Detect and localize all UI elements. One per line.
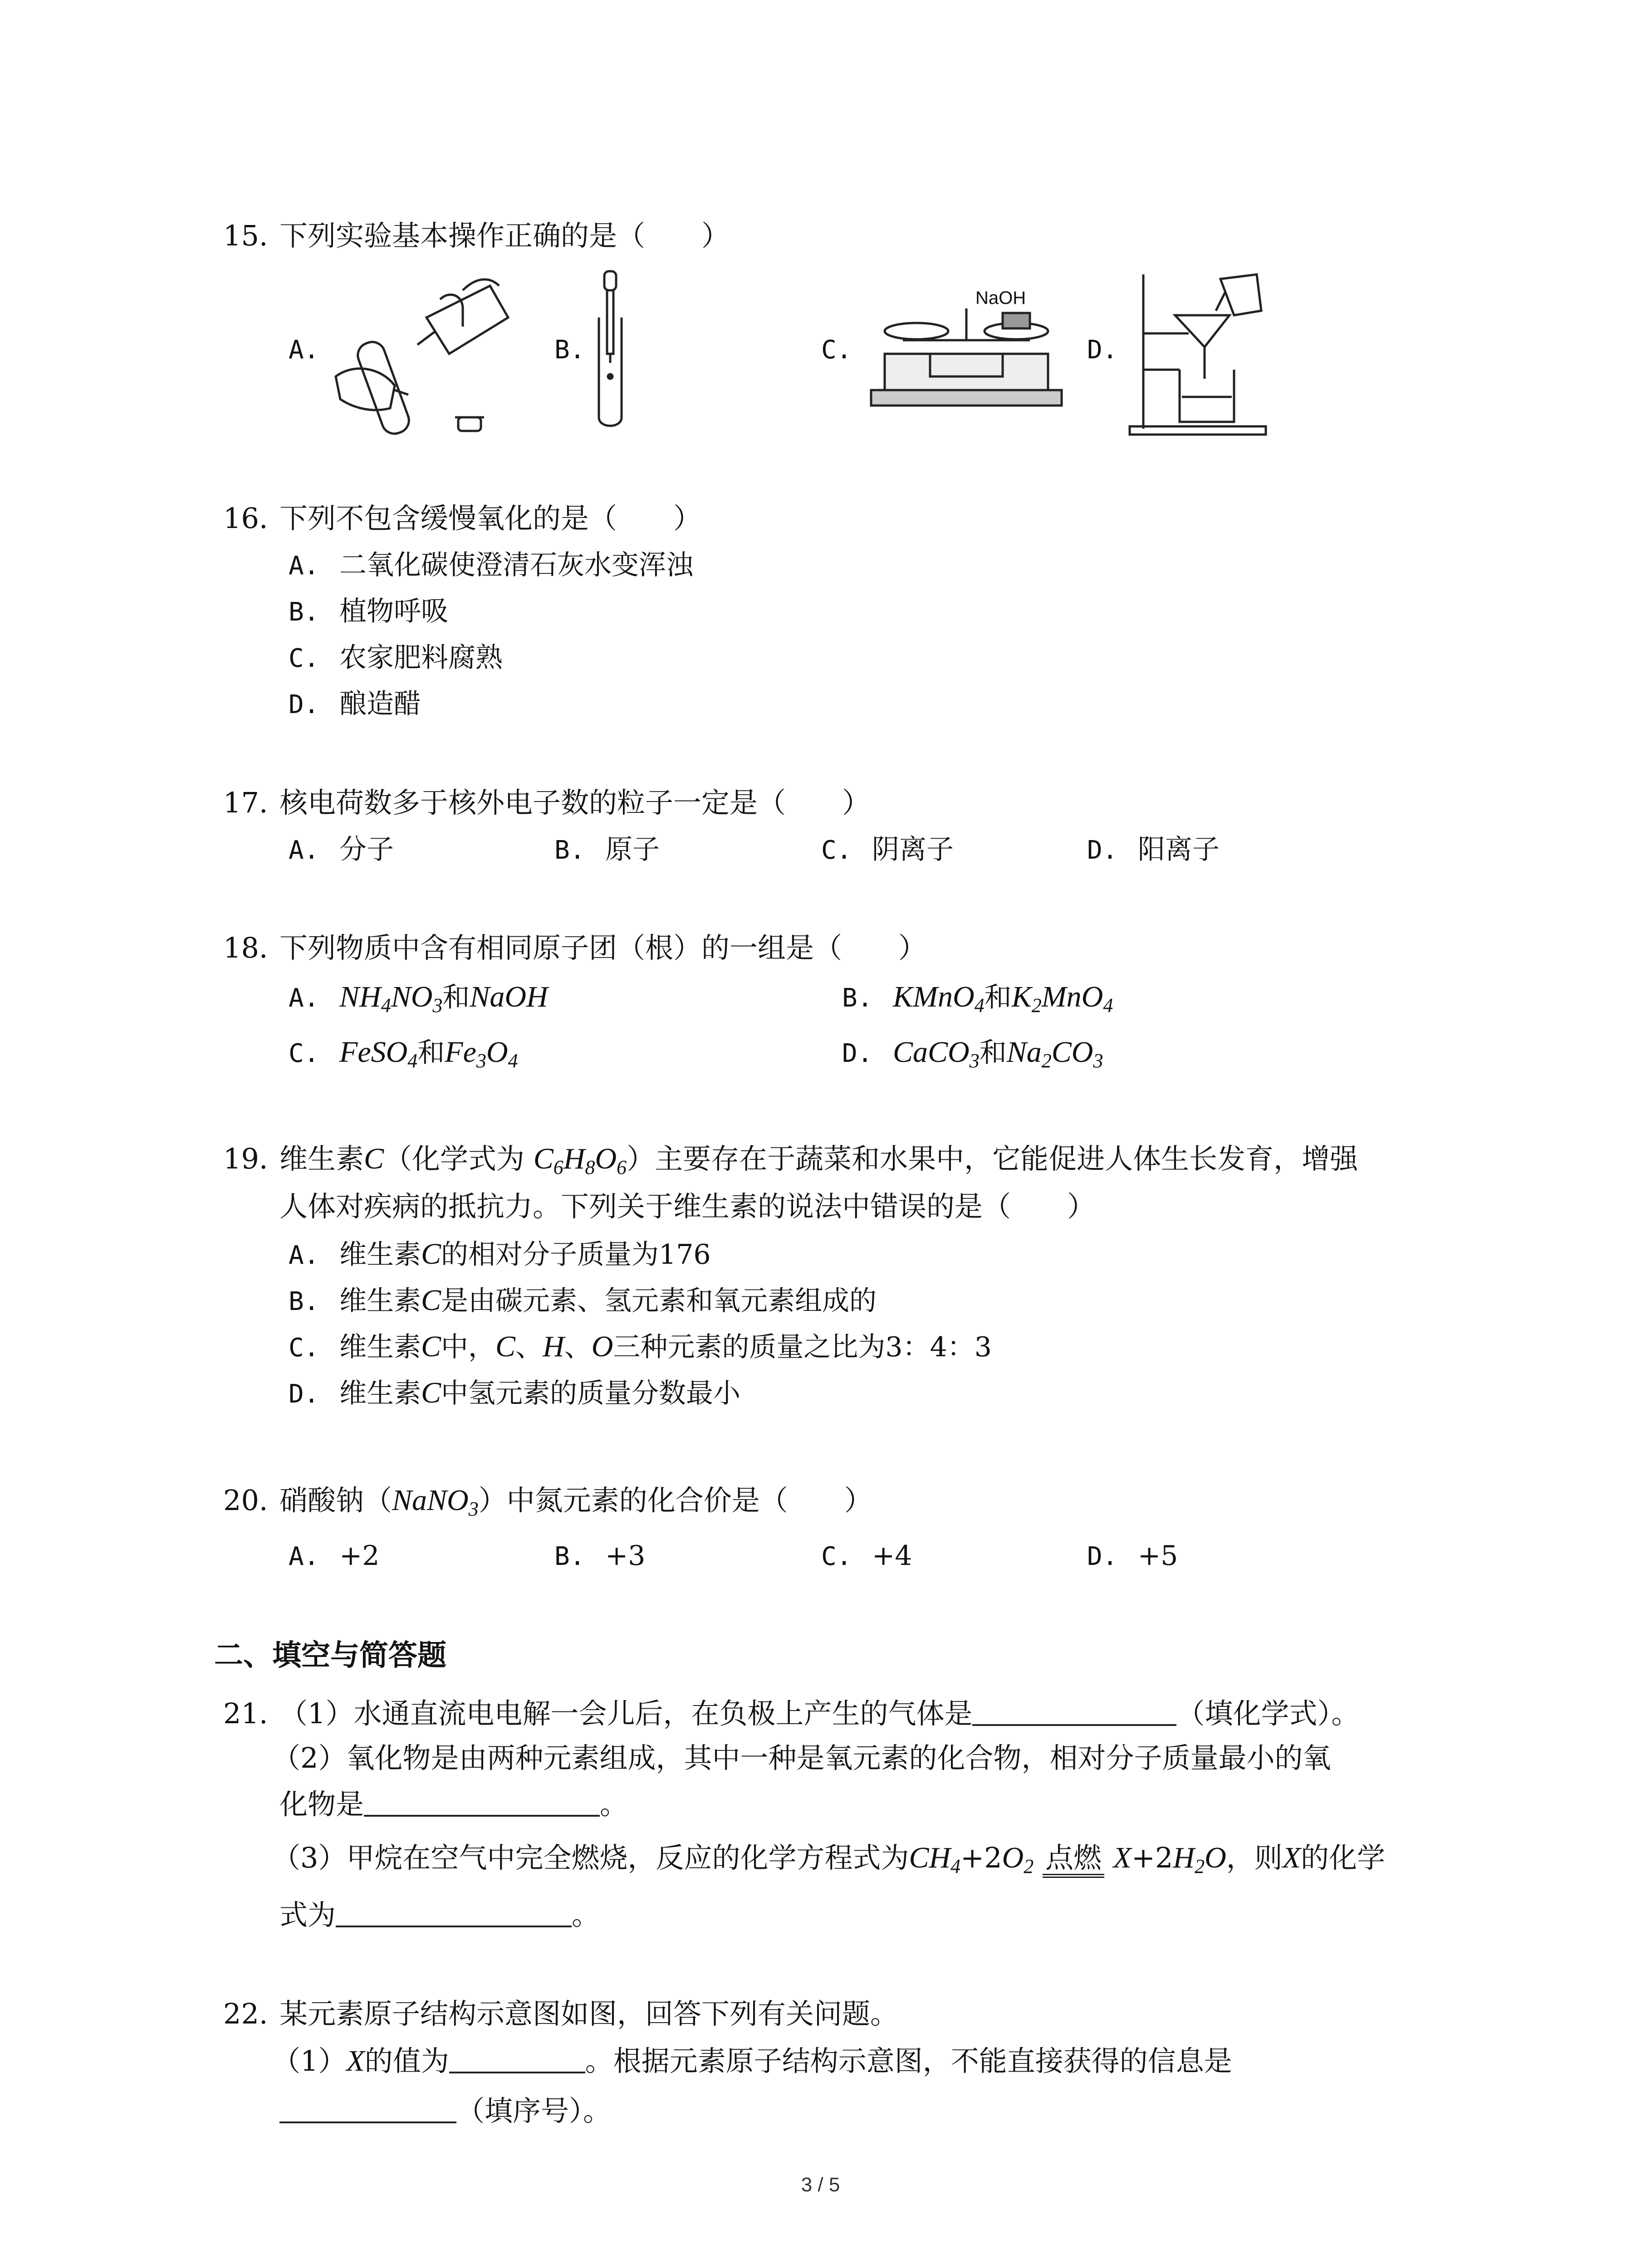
option-c-label: C.: [821, 335, 852, 365]
question-22: 22. 某元素原子结构示意图如图，回答下列有关问题。: [223, 1991, 1457, 2037]
option-a: A. $NH_4NO_3$和NaOH: [289, 980, 548, 1017]
answer-blank[interactable]: [972, 1692, 1176, 1726]
question-18: [223, 925, 1457, 971]
option-a-label: A.: [289, 335, 319, 365]
question-17: [223, 780, 1457, 826]
question-number: 17.: [223, 786, 268, 819]
answer-blank[interactable]: [336, 1894, 572, 1927]
question-stem: 下列实验基本操作正确的是（ ）: [279, 219, 730, 252]
question-stem-line-2: 人体对疾病的抵抗力。下列关于维生素的说法中错误的是（ ）: [279, 1190, 1096, 1223]
question-15: [223, 213, 1457, 259]
option-d: D. 阳离子: [1087, 834, 1220, 865]
option-a: A. 二氧化碳使澄清石灰水变浑浊: [289, 549, 693, 581]
question-number: 16.: [223, 502, 268, 535]
question-stem: 下列不包含缓慢氧化的是（ ）: [279, 502, 702, 535]
option-c: C. 维生素C中，C、H、O三种元素的质量之比为3：4：3: [289, 1330, 992, 1363]
question-number: 15.: [223, 219, 268, 252]
question-number: 22.: [223, 1997, 268, 2030]
question-number: 19.: [223, 1142, 268, 1175]
question-21: 21. （1）水通直流电电解一会儿后，在负极上产生的气体是 （填化学式）。: [223, 1691, 1457, 1736]
option-d: D. 酿造醋: [289, 688, 421, 720]
q22-part-1: （1）X的值为 。根据元素原子结构示意图，不能直接获得的信息是: [272, 2038, 1232, 2084]
balance-image: [862, 281, 1071, 413]
question-20: [223, 1478, 1457, 1523]
q21-part-3-cont: 式为 。: [279, 1892, 600, 1938]
answer-blank[interactable]: [449, 2040, 585, 2073]
option-c: C. +4: [821, 1540, 912, 1572]
option-b-label: B.: [554, 335, 585, 365]
section-heading: 二、填空与简答题: [214, 1639, 446, 1672]
option-a: A. +2: [289, 1540, 380, 1572]
option-d: D. +5: [1087, 1540, 1178, 1572]
question-stem: 硝酸钠（NaNO$_3$）中氮元素的化合价是（ ）: [279, 1484, 872, 1520]
option-b: B. 植物呼吸: [289, 596, 448, 627]
option-c: C. FeSO$_4$和$Fe_3O_4$: [289, 1036, 518, 1072]
option-b: B. +3: [554, 1540, 646, 1572]
q21-part-3: （3）甲烷在空气中完全燃烧，反应的化学方程式为$CH_4+2O_2$ 点燃 $X+2H_2O$，则X的化学: [272, 1841, 1386, 1877]
question-number: 21.: [223, 1697, 268, 1730]
option-a: A. 分子: [289, 834, 394, 865]
option-c: C. 阴离子: [821, 834, 954, 865]
option-d-label: D.: [1087, 335, 1118, 365]
naoh-tag: NaOH: [975, 288, 1026, 308]
option-d: D. CaCO$_3$和$Na_2CO_3$: [842, 1036, 1103, 1072]
dropper-image: [585, 268, 640, 431]
question-stem: 核电荷数多于核外电子数的粒子一定是（ ）: [279, 786, 871, 819]
option-b: B. KMnO$_4$和$K_2MnO_4$: [842, 980, 1113, 1017]
reaction-condition: 点燃: [1043, 1842, 1104, 1878]
option-a: A. 维生素C的相对分子质量为176: [289, 1237, 711, 1271]
question-16: [223, 496, 1457, 541]
page-number: 3 / 5: [801, 2174, 840, 2196]
q22-part-1-cont: （填序号）。: [279, 2088, 611, 2134]
option-c: C. 农家肥料腐熟: [289, 642, 503, 674]
option-b: B. 原子: [554, 834, 660, 865]
question-stem: 下列物质中含有相同原子团（根）的一组是（ ）: [279, 931, 927, 964]
pouring-liquid-image: [327, 259, 522, 449]
option-b: B. 维生素C是由碳元素、氢元素和氧元素组成的: [289, 1284, 877, 1317]
question-number: 20.: [223, 1484, 268, 1517]
question-stem-line-1: 维生素C（化学式为 $C_6H_8O_6$）主要存在于蔬菜和水果中，它能促进人体生长发育，增强: [279, 1142, 1358, 1178]
question-number: 18.: [223, 931, 268, 964]
option-d: D. 维生素C中氢元素的质量分数最小: [289, 1376, 741, 1409]
answer-blank[interactable]: [364, 1783, 600, 1817]
question-19: [223, 1136, 1475, 1182]
filtration-image: [1125, 265, 1275, 438]
q21-part-2-cont: 化物是 。: [279, 1782, 628, 1827]
answer-blank[interactable]: [279, 2090, 456, 2123]
q21-part-2: （2）氧化物是由两种元素组成，其中一种是氧元素的化合物，相对分子质量最小的氧: [272, 1741, 1331, 1774]
